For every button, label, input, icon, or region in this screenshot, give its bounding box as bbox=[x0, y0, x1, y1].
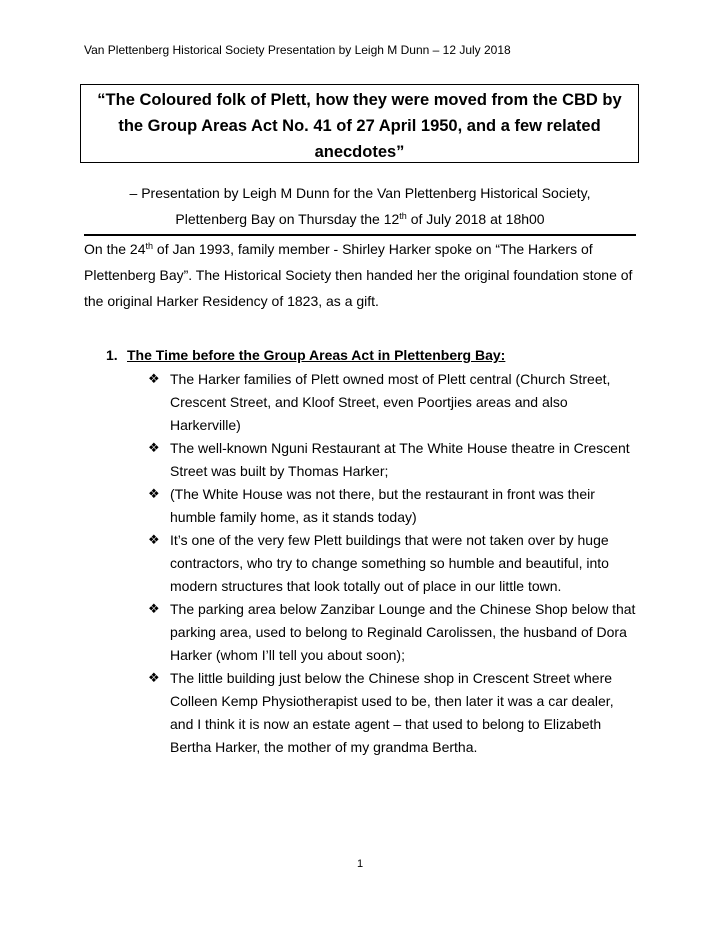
list-item-text: The little building just below the Chinese shop in Crescent Street where Colleen Kemp Physiotherapist used to be, then later it was a car dealer, and I think it is now an estate agent – that used to belong to Elizabeth Bertha Harker, the mother of my grandma Bertha. bbox=[170, 670, 614, 755]
diamond-bullet-icon: ❖ bbox=[148, 372, 160, 387]
title-line-2: the Group Areas Act No. 41 of 27 April 1950, and a few related bbox=[118, 117, 601, 135]
intro-ordinal-suffix: th bbox=[145, 241, 154, 251]
section-heading bbox=[106, 344, 505, 366]
list-item bbox=[148, 667, 640, 759]
list-item bbox=[148, 598, 640, 667]
subtitle-line-2-text: Plettenberg Bay on Thursday the 12 bbox=[175, 211, 400, 227]
bullet-list bbox=[148, 368, 640, 759]
title-line-3: anecdotes” bbox=[314, 143, 405, 161]
diamond-bullet-icon: ❖ bbox=[148, 487, 160, 502]
subtitle-line-2-tail: of July 2018 at 18h00 bbox=[406, 211, 545, 227]
list-item-text: (The White House was not there, but the restaurant in front was their humble family home, as it stands today) bbox=[170, 486, 595, 525]
running-header: Van Plettenberg Historical Society Presentation by Leigh M Dunn – 12 July 2018 bbox=[84, 43, 511, 57]
section-number: 1. bbox=[106, 347, 118, 363]
list-item-text: The well-known Nguni Restaurant at The White House theatre in Crescent Street was built by Thomas Harker; bbox=[170, 440, 630, 479]
diamond-bullet-icon: ❖ bbox=[148, 441, 160, 456]
list-item bbox=[148, 529, 640, 598]
list-item-text: It’s one of the very few Plett buildings that were not taken over by huge contractors, who try to change something so humble and beautiful, into modern structures that look totally out of place in our little town. bbox=[170, 532, 609, 594]
diamond-bullet-icon: ❖ bbox=[148, 671, 160, 686]
diamond-bullet-icon: ❖ bbox=[148, 602, 160, 617]
title-box bbox=[80, 84, 639, 163]
subtitle-line-1: – Presentation by Leigh M Dunn for the Van Plettenberg Historical Society, bbox=[129, 185, 591, 201]
subtitle-line-2 bbox=[84, 206, 636, 232]
page-number: 1 bbox=[356, 858, 364, 870]
list-item bbox=[148, 368, 640, 437]
list-item-text: The parking area below Zanzibar Lounge and the Chinese Shop below that parking area, used to belong to Reginald Carolissen, the husband of Dora Harker (whom I’ll tell you about soon); bbox=[170, 601, 636, 663]
presentation-subtitle bbox=[84, 180, 636, 236]
list-item-text: The Harker families of Plett owned most of Plett central (Church Street, Crescent Street, and Kloof Street, even Poortjies areas and also Harkerville) bbox=[170, 371, 611, 433]
list-item bbox=[148, 437, 640, 483]
title-line-1: “The Coloured folk of Plett, how they were moved from the CBD by bbox=[97, 91, 622, 109]
intro-text-tail: of Jan 1993, family member - Shirley Harker spoke on “The Harkers of Plettenberg Bay”. The Historical Society then handed her the original foundation stone of the original Harker Residency of 1823, as a gift. bbox=[84, 241, 633, 309]
section-title: The Time before the Group Areas Act in Plettenberg Bay: bbox=[127, 347, 506, 363]
list-item bbox=[148, 483, 640, 529]
intro-text: On the 24 bbox=[84, 241, 146, 257]
diamond-bullet-icon: ❖ bbox=[148, 533, 160, 548]
intro-paragraph bbox=[84, 236, 640, 314]
subtitle-ordinal-suffix: th bbox=[399, 211, 407, 221]
